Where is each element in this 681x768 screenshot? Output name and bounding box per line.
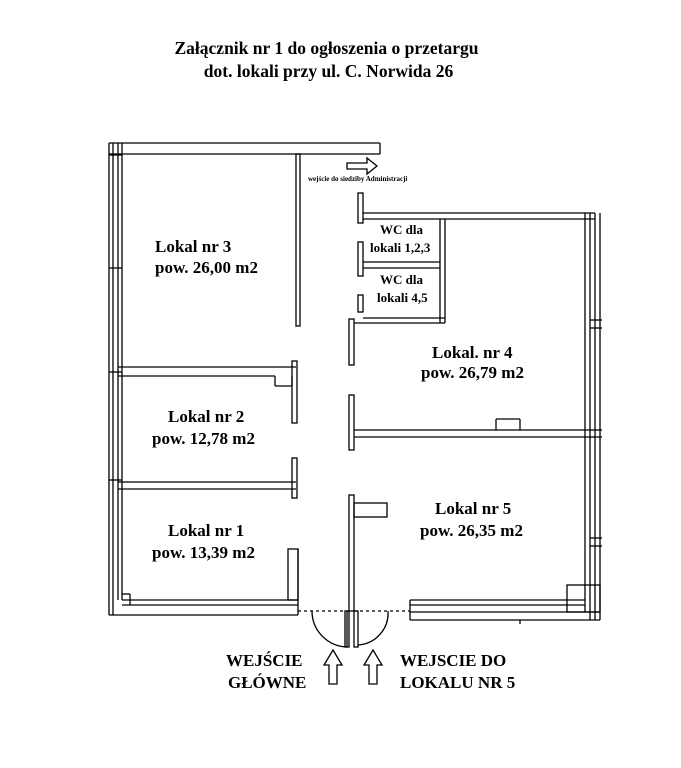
lokal-1-name: Lokal nr 1	[168, 521, 245, 540]
lokal-3-area: pow. 26,00 m2	[155, 258, 258, 277]
lokal-5-entrance-line-1: WEJSCIE DO	[400, 651, 507, 670]
lokal-5-entrance-arrow-icon	[364, 650, 382, 684]
main-entrance-arrow-icon	[324, 650, 342, 684]
lokal-5-name: Lokal nr 5	[435, 499, 512, 518]
main-entrance-line-2: GŁÓWNE	[228, 673, 307, 692]
top-wall	[109, 143, 380, 154]
wc-1-line-2: lokali 1,2,3	[370, 240, 431, 255]
admin-arrow-icon	[347, 158, 377, 174]
lokal-1-area: pow. 13,39 m2	[152, 543, 255, 562]
wc-2-line-2: lokali 4,5	[377, 290, 428, 305]
document-title-line-1: Załącznik nr 1 do ogłoszenia o przetargu	[174, 38, 479, 58]
admin-entrance-label: wejście do siedziby Administracji	[308, 175, 408, 183]
lokal-2-1-partition	[118, 458, 297, 498]
lokal-5-entrance-line-2: LOKALU NR 5	[400, 673, 516, 692]
entrance-doors	[298, 611, 410, 647]
main-entrance-line-1: WEJŚCIE	[226, 651, 303, 670]
wc-1-line-1: WC dla	[380, 222, 423, 237]
lokal-3-corridor-wall	[296, 154, 300, 326]
right-outer-wall	[585, 213, 602, 620]
lokal-4-area: pow. 26,79 m2	[421, 363, 524, 382]
lokal-2-area: pow. 12,78 m2	[152, 429, 255, 448]
document-title-line-2: dot. lokali przy ul. C. Norwida 26	[203, 61, 454, 81]
lokal-4-name: Lokal. nr 4	[432, 343, 513, 362]
left-outer-wall	[109, 143, 122, 615]
lokal-2-name: Lokal nr 2	[168, 407, 245, 426]
corridor-right-walls	[349, 193, 363, 611]
lokal-3-name: Lokal nr 3	[155, 237, 232, 256]
bottom-right-wall	[410, 585, 600, 624]
wc-2-line-1: WC dla	[380, 272, 423, 287]
lokal-5-area: pow. 26,35 m2	[420, 521, 523, 540]
